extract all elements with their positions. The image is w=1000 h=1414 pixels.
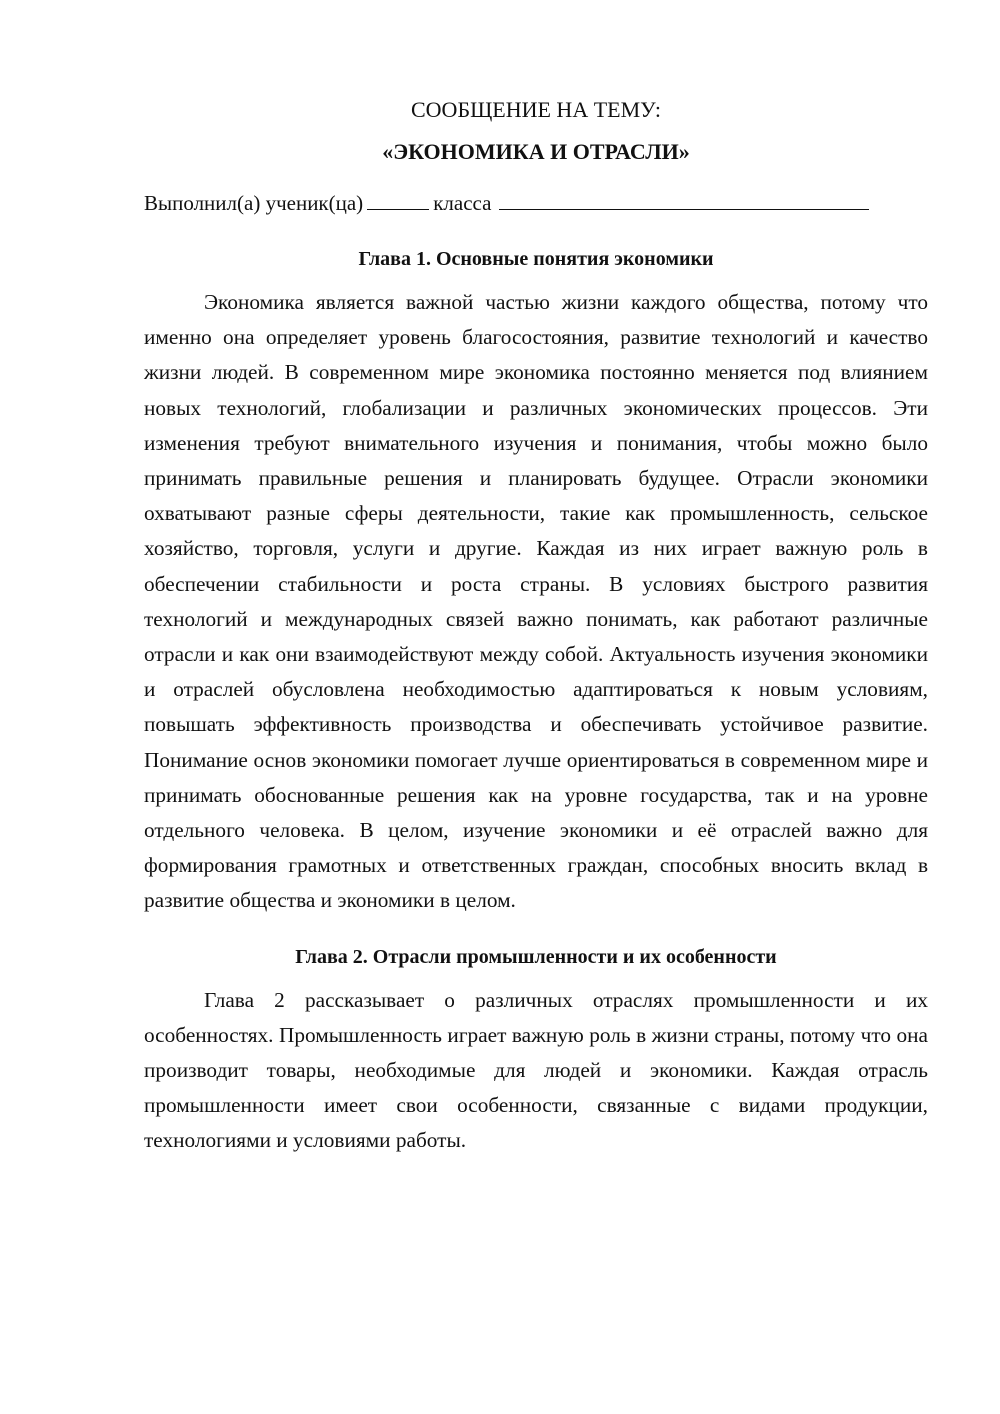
document-title-line1: СООБЩЕНИЕ НА ТЕМУ: xyxy=(411,97,661,122)
class-label: класса xyxy=(433,191,492,215)
student-name-blank xyxy=(499,189,869,210)
class-number-blank xyxy=(367,189,429,210)
chapter-1-paragraph: Экономика является важной частью жизни каждого общества, потому что именно она определяет уровень благосостояния, развитие технологий и качество жизни людей. В современном мире экономика постоянно меняется под влиянием новых технологий, глобализации и различных экономических процессов. Эти изменения требуют внимательного изучения и понимания, чтобы можно было принимать правильные решения и планировать будущее. Отрасли экономики охватывают разные сферы деятельности, такие как промышленность, сельское хозяйство, торговля, услуги и другие. Каждая из них играет важную роль в обеспечении стабильности и роста страны. В условиях быстрого развития технологий и международных связей важно понимать, как работают различные отрасли и как они взаимодействуют между собой. Актуальность изучения экономики и отраслей обусловлена необходимостью адаптироваться к новым условиям, повышать эффективность производства и обеспечивать устойчивое развитие. Понимание основ экономики помогает лучше ориентироваться в современном мире и принимать обоснованные решения как на уровне государства, так и на уровне отдельного человека. В целом, изучение экономики и её отраслей важно для формирования грамотных и ответственных граждан, способных вносить вклад в развитие общества и экономики в целом. xyxy=(144,290,928,913)
chapter-2-paragraph: Глава 2 рассказывает о различных отраслях промышленности и их особенностях. Промышленность играет важную роль в жизни страны, потому что она производит товары, необходимые для людей и экономики. Каждая отрасль промышленности имеет свои особенности, связанные с видами продукции, технологиями и условиями работы. xyxy=(144,987,928,1153)
chapter-1-heading: Глава 1. Основные понятия экономики xyxy=(358,248,714,270)
author-line xyxy=(144,185,928,221)
document-page xyxy=(144,92,928,1159)
author-prefix: Выполнил(а) ученик(ца) xyxy=(144,191,364,215)
document-title-line2: «ЭКОНОМИКА И ОТРАСЛИ» xyxy=(382,139,690,164)
chapter-2-heading: Глава 2. Отрасли промышленности и их особенности xyxy=(295,945,777,968)
